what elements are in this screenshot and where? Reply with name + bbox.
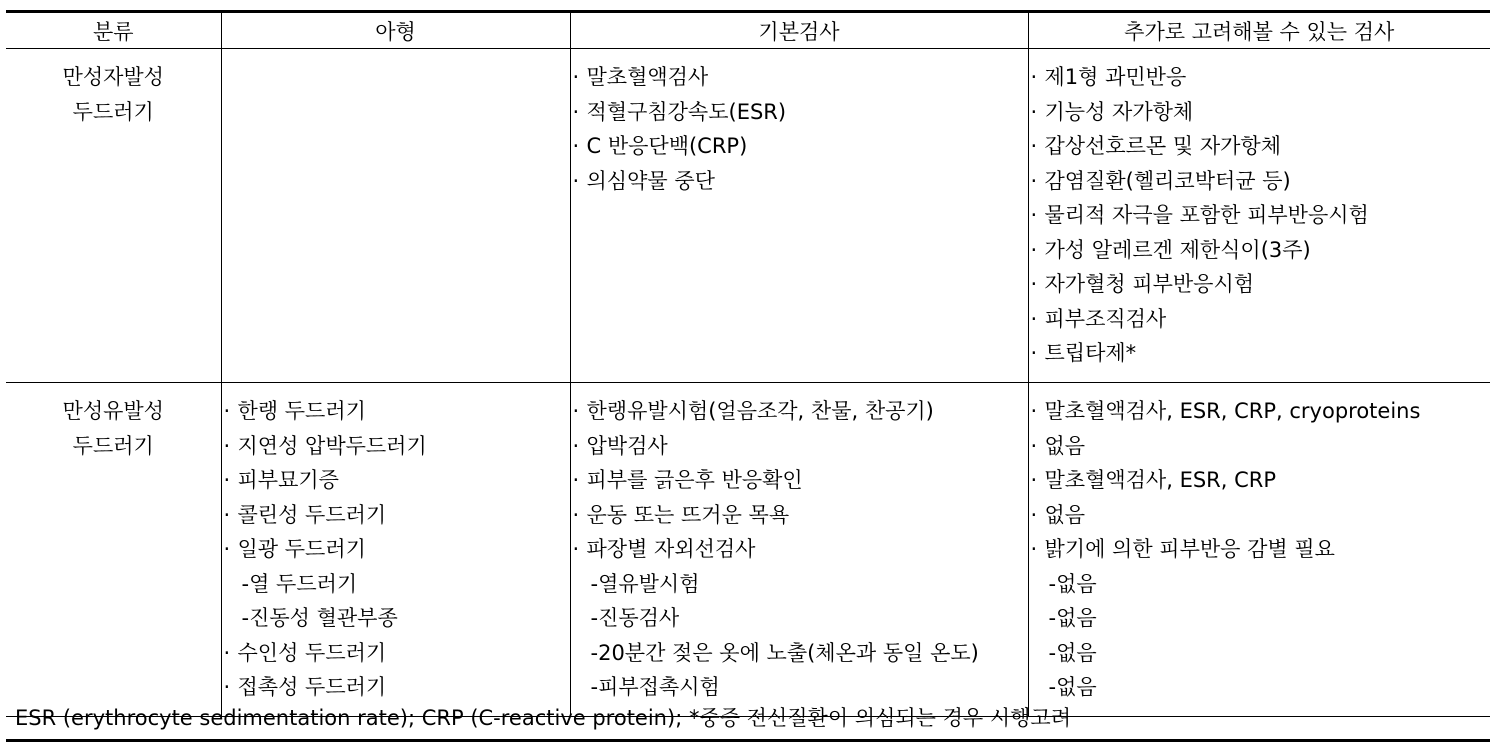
category-cell <box>6 383 221 717</box>
list-item-text: 의심약물 중단 <box>586 168 715 193</box>
bullet: · <box>1030 399 1038 423</box>
list-item <box>224 394 570 429</box>
list-item-text: 접촉성 두드러기 <box>237 675 387 699</box>
list-item <box>1031 267 1491 302</box>
list-item <box>224 532 570 567</box>
list-item-text: 압박검사 <box>586 433 668 458</box>
list-item <box>1031 394 1491 429</box>
list-item <box>1031 198 1491 233</box>
list-item <box>1031 164 1491 199</box>
list-item-text: 피부를 긁은후 반응확인 <box>586 468 803 492</box>
subtype-cell <box>221 49 570 383</box>
list-item-text: 트립타제* <box>1044 341 1137 365</box>
list-item-text: 피부조직검사 <box>1044 306 1167 331</box>
bullet: · <box>223 468 231 492</box>
bullet: · <box>572 468 580 492</box>
list-item-text: -없음 <box>1048 675 1097 699</box>
bullet: · <box>223 502 231 527</box>
bullet: · <box>223 640 231 665</box>
list-item <box>1031 429 1491 464</box>
list-item <box>573 463 1028 498</box>
bullet: · <box>572 65 580 89</box>
bullet: · <box>572 168 580 193</box>
bullet: · <box>1030 168 1038 193</box>
header-category: 분류 <box>6 12 221 49</box>
basic-tests-cell <box>570 49 1028 383</box>
list-item-text: -없음 <box>1048 571 1097 596</box>
bullet: · <box>1030 203 1038 227</box>
list-item <box>573 601 1028 636</box>
list-item-text: 지연성 압박두드러기 <box>237 433 427 458</box>
list-item <box>1031 532 1491 567</box>
list-item-text: 없음 <box>1044 502 1086 527</box>
bullet: · <box>1030 341 1038 365</box>
bullet: · <box>1030 468 1038 492</box>
header-basic-tests: 기본검사 <box>570 12 1028 49</box>
list-item <box>1031 336 1491 371</box>
additional-tests-cell <box>1028 383 1490 717</box>
list-item-text: 기능성 자가항체 <box>1044 99 1194 124</box>
bullet: · <box>1030 272 1038 296</box>
list-item-text: 피부묘기증 <box>237 468 339 492</box>
list-item-text: 감염질환(헬리코박터균 등) <box>1044 168 1291 193</box>
list-item <box>573 129 1028 164</box>
list-item-text: -없음 <box>1048 606 1097 630</box>
basic-tests-cell <box>570 383 1028 717</box>
bullet: · <box>1030 537 1038 561</box>
list-item <box>573 60 1028 95</box>
list-item-text: 물리적 자극을 포함한 피부반응시험 <box>1044 203 1369 227</box>
list-item-text: -피부접촉시험 <box>590 675 720 699</box>
bullet: · <box>1030 134 1038 158</box>
bullet: · <box>572 399 580 423</box>
list-item-text: 수인성 두드러기 <box>237 640 387 665</box>
list-item <box>573 164 1028 199</box>
list-item <box>224 567 570 602</box>
bullet: · <box>572 502 580 527</box>
header-additional-tests: 추가로 고려해볼 수 있는 검사 <box>1028 12 1490 49</box>
bullet: · <box>1030 306 1038 331</box>
list-item <box>573 567 1028 602</box>
list-item <box>1031 233 1491 268</box>
list-item-text: -열유발시험 <box>590 571 700 596</box>
list-item-text: 말초혈액검사, ESR, CRP <box>1044 468 1277 492</box>
list-item <box>224 463 570 498</box>
list-item <box>1031 60 1491 95</box>
list-item-text: 한랭유발시험(얼음조각, 찬물, 찬공기) <box>586 399 934 423</box>
list-item-text: 한랭 두드러기 <box>237 399 366 423</box>
bullet: · <box>572 433 580 458</box>
bullet: · <box>572 134 580 158</box>
list-item-text: 일광 두드러기 <box>237 537 366 561</box>
bullet: · <box>572 99 580 124</box>
list-item-text: 운동 또는 뜨거운 목욕 <box>586 502 790 527</box>
category-line: 두드러기 <box>72 434 154 458</box>
list-item <box>224 636 570 671</box>
bullet: · <box>1030 237 1038 262</box>
list-item <box>1031 567 1491 602</box>
header-subtype: 아형 <box>221 12 570 49</box>
bullet: · <box>223 675 231 699</box>
bullet: · <box>223 399 231 423</box>
list-item-text: C 반응단백(CRP) <box>586 134 748 158</box>
urticaria-test-table <box>6 10 1490 717</box>
list-item-text: 말초혈액검사, ESR, CRP, cryoproteins <box>1044 399 1421 423</box>
list-item-text: -열 두드러기 <box>241 571 358 596</box>
list-item <box>573 498 1028 533</box>
list-item <box>573 636 1028 671</box>
list-item-text: 없음 <box>1044 433 1086 458</box>
list-item <box>224 601 570 636</box>
list-item <box>224 498 570 533</box>
bullet: · <box>1030 99 1038 124</box>
list-item-text: 말초혈액검사 <box>586 65 709 89</box>
list-item-text: -진동성 혈관부종 <box>241 606 398 630</box>
bullet: · <box>223 433 231 458</box>
category-line: 만성자발성 <box>62 65 164 89</box>
bullet: · <box>572 537 580 561</box>
footnote: ESR (erythrocyte sedimentation rate); CRP (C-reactive protein); *중증 전신질환이 의심되는 경우 시행고려 <box>15 706 1071 730</box>
list-item-text: -진동검사 <box>590 606 680 630</box>
bullet: · <box>223 537 231 561</box>
table-header-row <box>6 12 1490 49</box>
bullet: · <box>1030 502 1038 527</box>
list-item <box>573 95 1028 130</box>
additional-tests-cell <box>1028 49 1490 383</box>
list-item-text: 가성 알레르겐 제한식이(3주) <box>1044 237 1311 262</box>
list-item-text: 적혈구침강속도(ESR) <box>586 99 787 124</box>
subtype-cell <box>221 383 570 717</box>
list-item-text: 자가혈청 피부반응시험 <box>1044 272 1255 296</box>
list-item-text: 콜린성 두드러기 <box>237 502 387 527</box>
list-item-text: 갑상선호르몬 및 자가항체 <box>1044 134 1281 158</box>
bullet: · <box>1030 433 1038 458</box>
list-item <box>1031 498 1491 533</box>
bullet: · <box>1030 65 1038 89</box>
list-item <box>1031 95 1491 130</box>
list-item <box>1031 129 1491 164</box>
list-item <box>573 532 1028 567</box>
list-item-text: -없음 <box>1048 640 1097 665</box>
category-line: 만성유발성 <box>62 399 164 423</box>
category-line: 두드러기 <box>72 100 154 124</box>
list-item <box>224 429 570 464</box>
list-item <box>573 429 1028 464</box>
list-item <box>1031 601 1491 636</box>
category-cell <box>6 49 221 383</box>
list-item-text: 제1형 과민반응 <box>1044 65 1187 89</box>
list-item <box>573 394 1028 429</box>
list-item <box>1031 302 1491 337</box>
list-item <box>1031 636 1491 671</box>
table-row <box>6 49 1490 383</box>
list-item-text: -20분간 젖은 옷에 노출(체온과 동일 온도) <box>590 640 979 665</box>
table-row <box>6 383 1490 717</box>
footnote-area <box>6 697 1490 742</box>
list-item <box>1031 463 1491 498</box>
list-item-text: 파장별 자외선검사 <box>586 537 756 561</box>
list-item-text: 밝기에 의한 피부반응 감별 필요 <box>1044 537 1335 561</box>
